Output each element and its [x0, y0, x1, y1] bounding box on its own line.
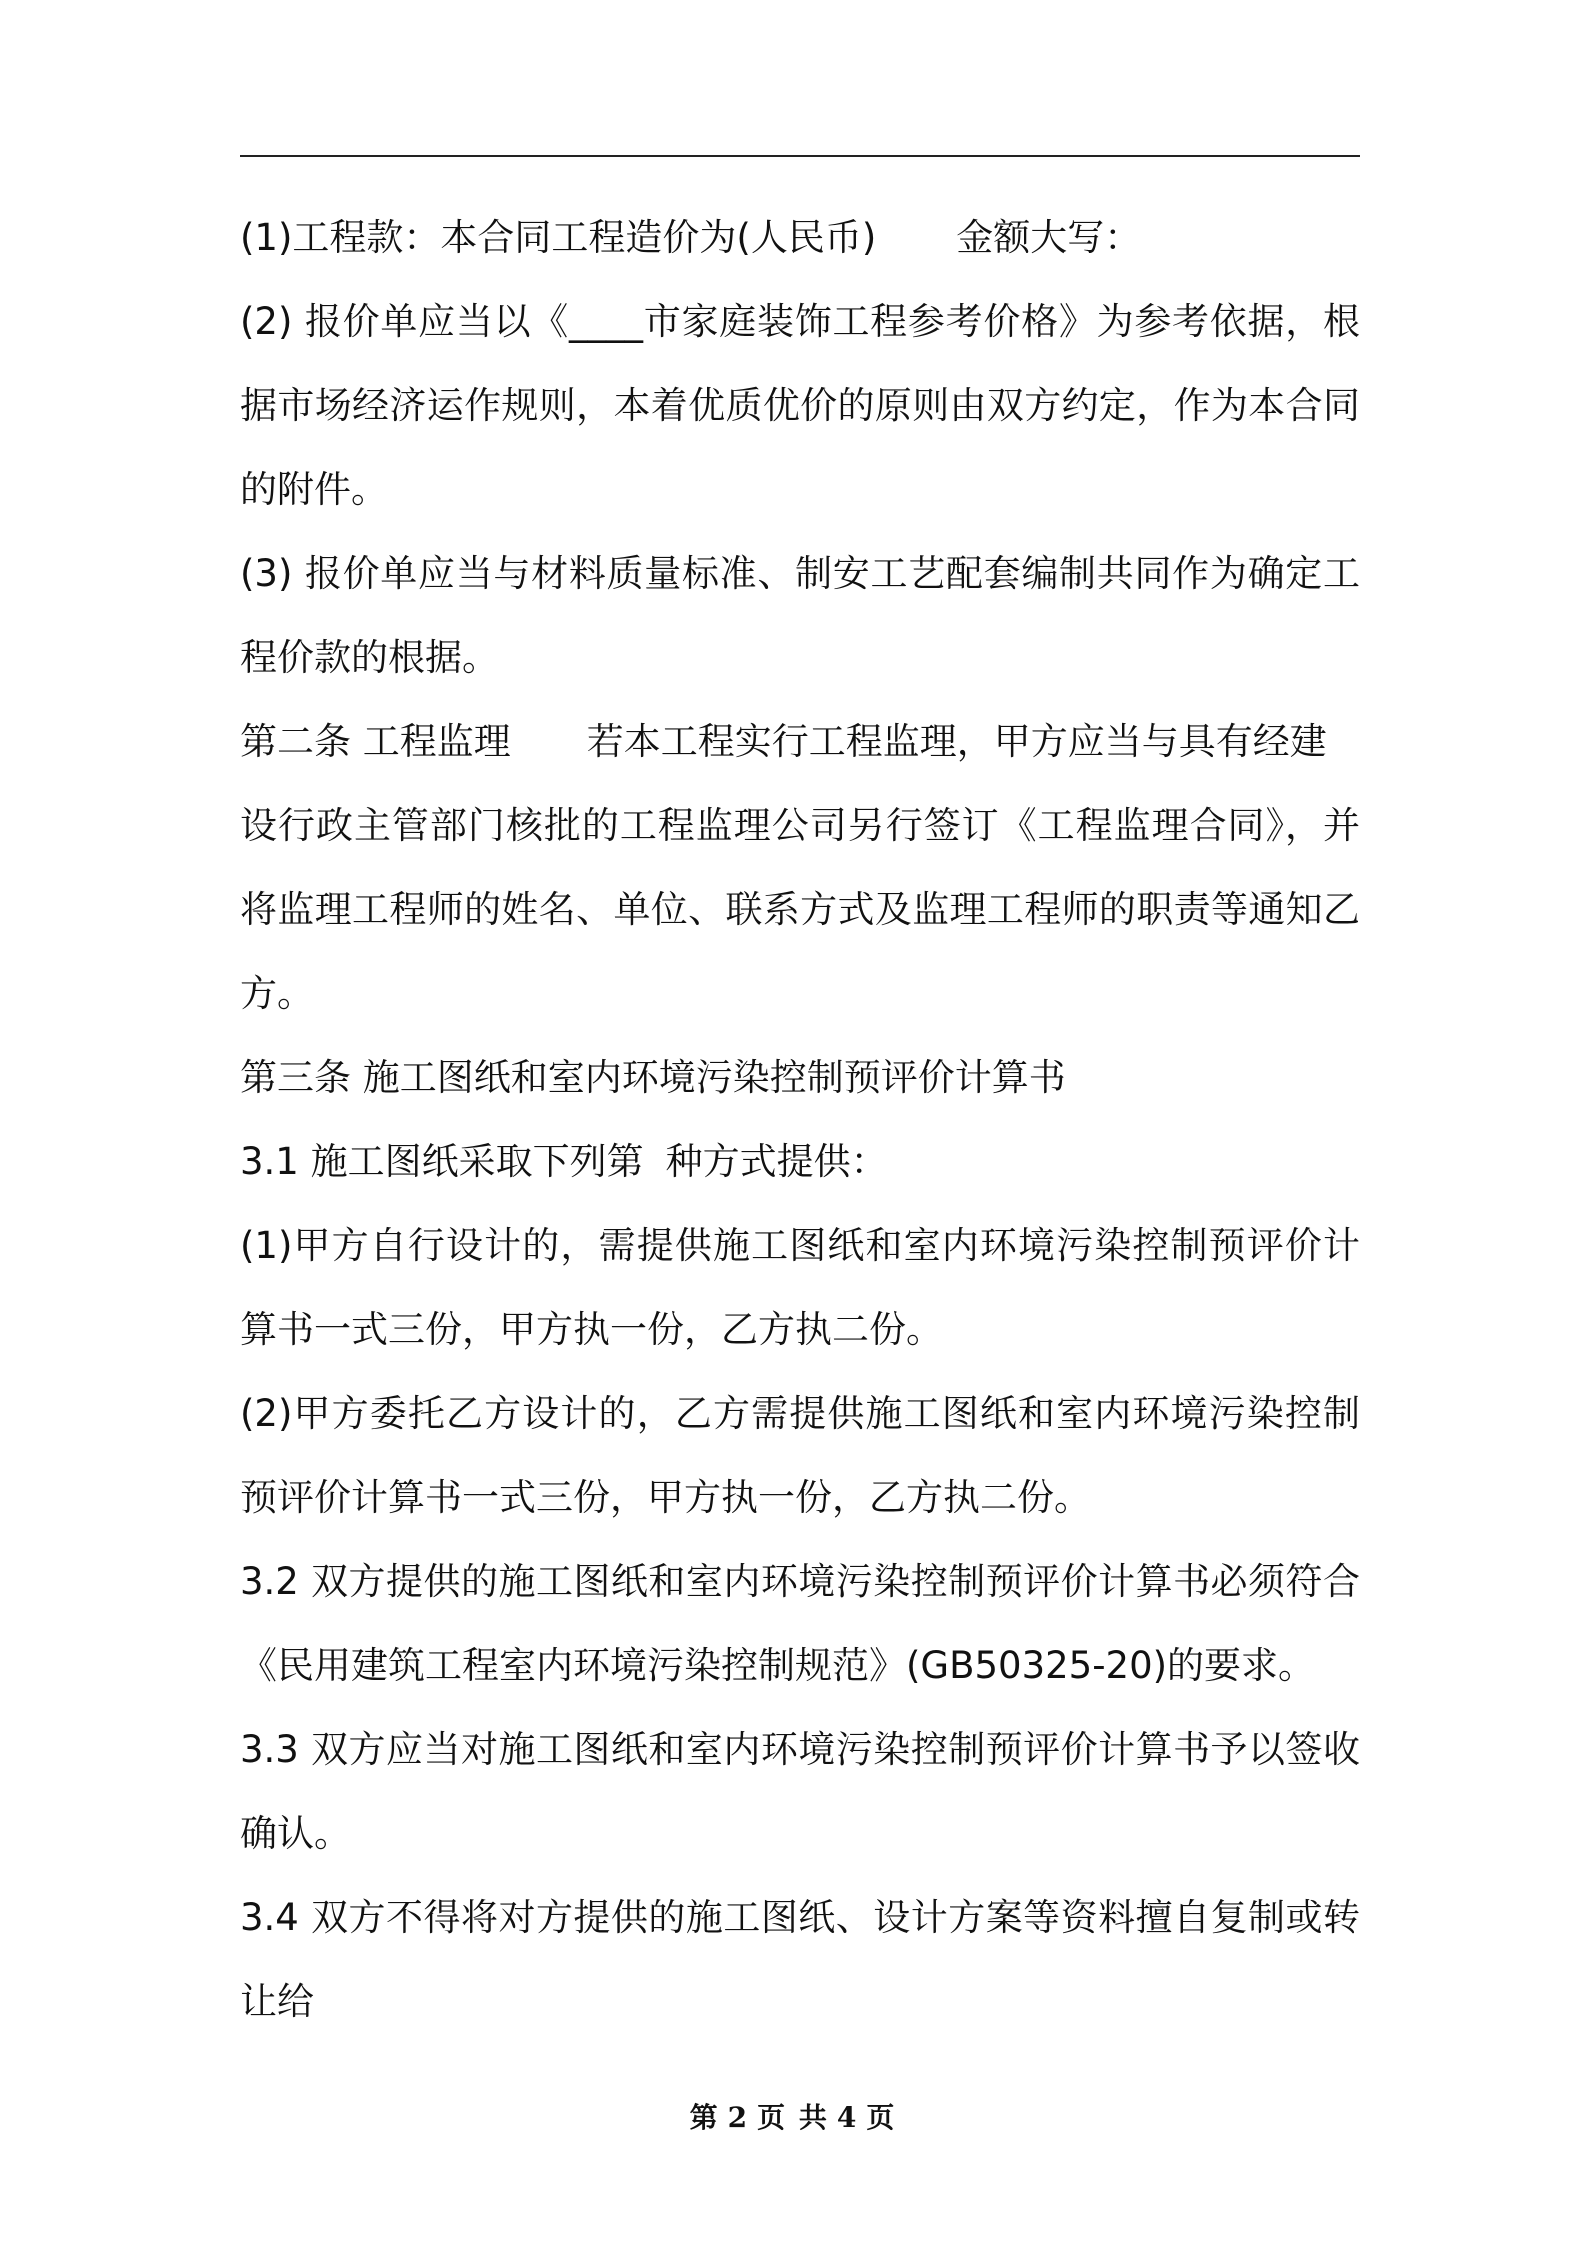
paragraph-line-5: (3) 报价单应当与材料质量标准、制安工艺配套编制共同作为确定工 — [240, 552, 1360, 595]
page-prefix: 第 — [689, 2101, 720, 2134]
paragraph-line-4: 的附件。 — [240, 468, 388, 511]
clause-3-2: 3.2 双方提供的施工图纸和室内环境污染控制预评价计算书必须符合 — [240, 1560, 1360, 1603]
clause-3-4: 3.4 双方不得将对方提供的施工图纸、设计方案等资料擅自复制或转 — [240, 1896, 1360, 1939]
paragraph-line-16: 预评价计算书一式三份，甲方执一份，乙方执二份。 — [240, 1476, 1091, 1519]
paragraph-line-6: 程价款的根据。 — [240, 636, 499, 679]
paragraph-line-3: 据市场经济运作规则，本着优质优价的原则由双方约定，作为本合同 — [240, 384, 1360, 427]
paragraph-line-14: 算书一式三份，甲方执一份，乙方执二份。 — [240, 1308, 943, 1351]
article-2-heading-line: 第二条 工程监理 若本工程实行工程监理，甲方应当与具有经建 — [240, 720, 1327, 763]
page-middle: 页 共 — [757, 2101, 829, 2134]
paragraph-line-13: (1)甲方自行设计的，需提供施工图纸和室内环境污染控制预评价计 — [240, 1224, 1360, 1267]
page-current: 2 — [727, 2101, 750, 2134]
paragraph-line-2: (2) 报价单应当以《____市家庭装饰工程参考价格》为参考依据，根 — [240, 300, 1360, 343]
paragraph-line-1: (1)工程款：本合同工程造价为(人民币) 金额大写： — [240, 216, 1142, 259]
document-body — [240, 196, 1360, 2044]
paragraph-line-9: 将监理工程师的姓名、单位、联系方式及监理工程师的职责等通知乙 — [240, 888, 1360, 931]
paragraph-line-8: 设行政主管部门核批的工程监理公司另行签订《工程监理合同》，并 — [240, 804, 1360, 847]
article-3-heading: 第三条 施工图纸和室内环境污染控制预评价计算书 — [240, 1056, 1066, 1099]
paragraph-line-15: (2)甲方委托乙方设计的，乙方需提供施工图纸和室内环境污染控制 — [240, 1392, 1360, 1435]
paragraph-line-10: 方。 — [240, 972, 314, 1015]
page-suffix: 页 — [866, 2101, 897, 2134]
page-total: 4 — [836, 2101, 859, 2134]
header-rule — [240, 155, 1360, 157]
paragraph-line-22: 让给 — [240, 1980, 314, 2023]
page-number-footer — [0, 2096, 1586, 2136]
paragraph-line-18: 《民用建筑工程室内环境污染控制规范》(GB50325-20)的要求。 — [240, 1644, 1316, 1687]
paragraph-line-20: 确认。 — [240, 1812, 351, 1855]
clause-3-3: 3.3 双方应当对施工图纸和室内环境污染控制预评价计算书予以签收 — [240, 1728, 1360, 1771]
clause-3-1: 3.1 施工图纸采取下列第 种方式提供： — [240, 1140, 888, 1183]
